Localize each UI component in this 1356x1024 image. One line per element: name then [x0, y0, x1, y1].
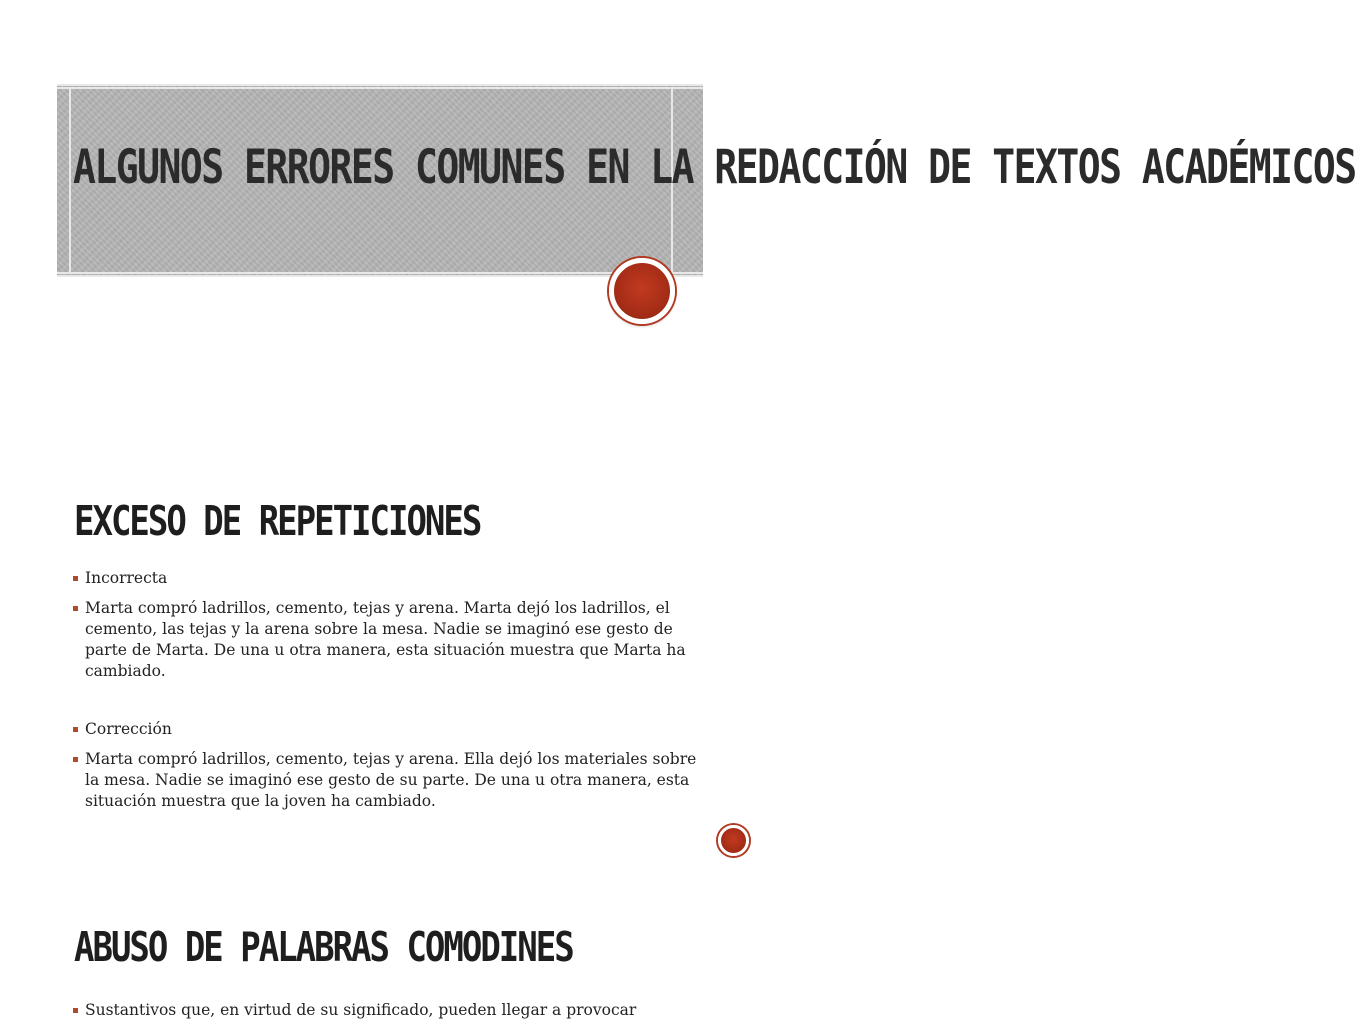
bullet-label-correccion	[72, 719, 702, 740]
decorative-circle-icon	[718, 825, 749, 856]
title-banner	[57, 84, 1356, 277]
bullet-text: Marta compró ladrillos, cemento, tejas y arena. Marta dejó los ladrillos, el cemento, las tejas y la arena sobre la mesa. Nadie se imaginó ese gesto de parte de Marta. De una u otra manera, esta situación muestra que Marta ha cambiado.	[85, 599, 686, 680]
banner-border-left	[69, 89, 71, 272]
bullet-list	[72, 568, 702, 812]
bullet-square-icon	[73, 757, 78, 762]
repetitions-slide	[0, 440, 768, 880]
section-heading: ABUSO DE PALABRAS COMODINES	[74, 924, 573, 972]
wildcard-words-slide	[0, 880, 768, 1024]
bullet-example-correct	[72, 749, 702, 812]
section-heading: EXCESO DE REPETICIONES	[74, 498, 481, 546]
decorative-circle-icon	[609, 258, 675, 324]
bullet-square-icon	[73, 1008, 78, 1013]
slide-title: ALGUNOS ERRORES COMUNES EN LA REDACCIÓN DE TEXTOS ACADÉMICOS	[73, 139, 1356, 194]
bullet-text: Corrección	[85, 720, 172, 738]
title-slide	[0, 0, 1356, 440]
bullet-example-incorrect	[72, 598, 702, 682]
bullet-square-icon	[73, 576, 78, 581]
bullet-item	[72, 1000, 702, 1021]
bullet-square-icon	[73, 606, 78, 611]
bullet-text: Marta compró ladrillos, cemento, tejas y arena. Ella dejó los materiales sobre la mesa. Nadie se imaginó ese gesto de su parte. De una u otra manera, esta situación muestra que la joven ha cambiado.	[85, 750, 697, 810]
bullet-square-icon	[73, 727, 78, 732]
bullet-text: Incorrecta	[85, 569, 168, 587]
bullet-label-incorrecta	[72, 568, 702, 589]
bullet-text: Sustantivos que, en virtud de su significado, pueden llegar a provocar	[85, 1001, 637, 1019]
bullet-list	[72, 1000, 702, 1021]
